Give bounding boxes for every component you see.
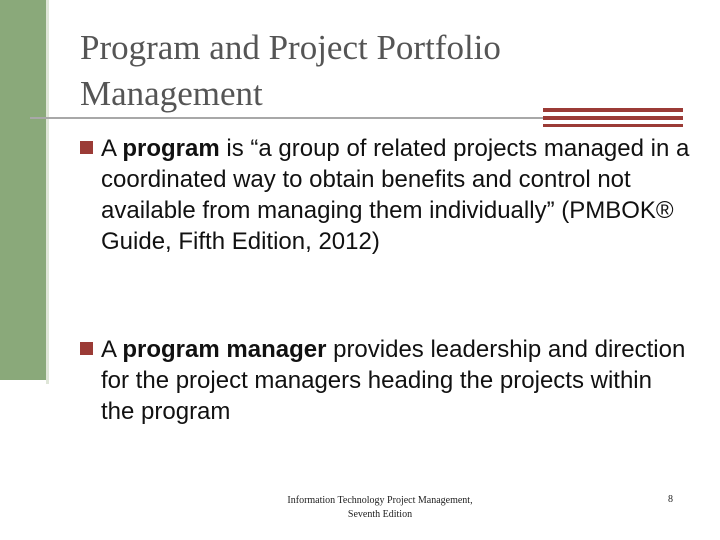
title-accent-stripe-2 — [543, 116, 683, 120]
bullet-item — [80, 133, 690, 257]
left-accent-bar — [0, 0, 46, 380]
page-number: 8 — [668, 494, 673, 505]
title-accent-stripe-1 — [543, 108, 683, 112]
bullet-term: program manager — [122, 336, 327, 363]
bullet-definition: is “a group of related projects managed in a coordinated way to obtain benefits and control not available from managing them individually” (PMBOK® Guide, Fifth Edition, 2012) — [101, 135, 690, 255]
bullet-square-icon — [80, 141, 93, 154]
bullet-prefix: A — [101, 336, 123, 363]
bullet-definition: provides leadership and direction for the project managers heading the projects within the program — [101, 336, 686, 425]
bullet-prefix: A — [101, 135, 123, 162]
title-underline — [30, 117, 545, 119]
bullet-term: program — [122, 135, 220, 162]
title-line-2: Management — [80, 74, 263, 113]
bullet-item — [80, 334, 690, 427]
bullet-square-icon — [80, 342, 93, 355]
left-accent-bar-shadow — [46, 0, 49, 384]
footer-line-2: Seventh Edition — [347, 509, 413, 520]
title-accent-stripe-3 — [543, 124, 683, 127]
bullet-text — [80, 334, 690, 427]
footer-line-1: Information Technology Project Management, — [287, 495, 473, 506]
slide-title — [80, 25, 680, 117]
title-line-1: Program and Project Portfolio — [80, 28, 501, 67]
bullet-text — [80, 133, 690, 257]
slide-footer — [270, 494, 490, 522]
